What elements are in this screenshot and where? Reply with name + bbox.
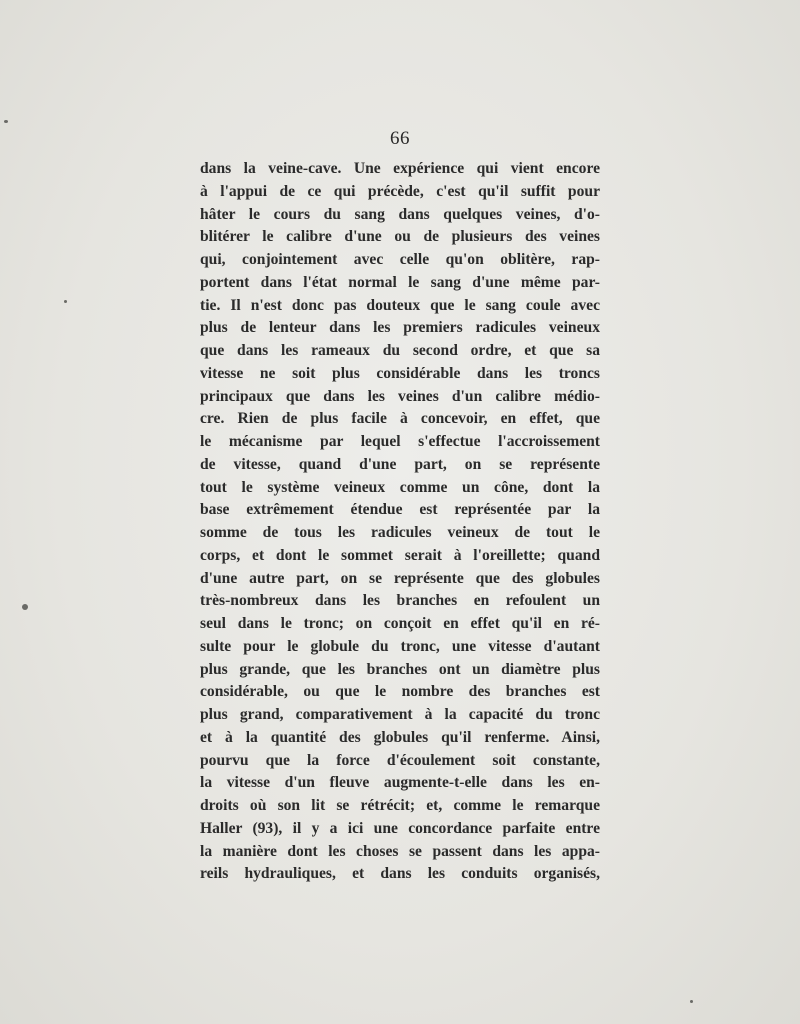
text-line: la manière dont les choses se passent dans les appa-: [200, 842, 600, 860]
page-number: 66: [390, 128, 410, 149]
text-line: plus grand, comparativement à la capacité du tronc: [200, 706, 600, 723]
text-line: d'une autre part, on se représente que des globules: [200, 569, 600, 587]
text-line: hâter le cours du sang dans quelques veines, d'o-: [200, 205, 600, 223]
paper-speck: [4, 120, 8, 123]
text-line: tout le système veineux comme un cône, dont la: [200, 478, 600, 496]
text-line: la vitesse d'un fleuve augmente-t-elle dans les en-: [200, 774, 600, 792]
text-line: cre. Rien de plus facile à concevoir, en effet, que: [200, 410, 600, 428]
text-line: très-nombreux dans les branches en refoulent un: [200, 592, 600, 610]
body-text: [200, 158, 600, 886]
text-line: droits où son lit se rétrécit; et, comme le remarque: [200, 797, 600, 814]
text-line: sulte pour le globule du tronc, une vitesse d'autant: [200, 637, 600, 655]
text-line: vitesse ne soit plus considérable dans les troncs: [200, 364, 600, 382]
text-line: le mécanisme par lequel s'effectue l'accroissement: [200, 433, 600, 450]
text-line: seul dans le tronc; on conçoit en effet qu'il en ré-: [200, 615, 600, 632]
text-line: corps, et dont le sommet serait à l'oreillette; quand: [200, 546, 600, 564]
text-line: reils hydrauliques, et dans les conduits organisés,: [200, 865, 600, 883]
text-line: à l'appui de ce qui précède, c'est qu'il suffit pour: [200, 182, 600, 200]
paper-speck: [64, 300, 67, 303]
text-line: plus grande, que les branches ont un diamètre plus: [200, 660, 600, 678]
text-line: portent dans l'état normal le sang d'une même par-: [200, 273, 600, 291]
text-line: pourvu que la force d'écoulement soit constante,: [200, 751, 600, 769]
paper-speck: [22, 604, 28, 610]
text-line: et à la quantité des globules qu'il renferme. Ainsi,: [200, 728, 600, 746]
text-line: principaux que dans les veines d'un calibre médio-: [200, 387, 600, 405]
text-line: considérable, ou que le nombre des branches est: [200, 683, 600, 701]
text-line: dans la veine-cave. Une expérience qui vient encore: [200, 160, 600, 177]
text-line: blitérer le calibre d'une ou de plusieurs des veines: [200, 228, 600, 246]
text-line: que dans les rameaux du second ordre, et que sa: [200, 342, 600, 359]
text-line: qui, conjointement avec celle qu'on oblitère, rap-: [200, 251, 600, 268]
text-line: de vitesse, quand d'une part, on se représente: [200, 455, 600, 473]
text-line: tie. Il n'est donc pas douteux que le sang coule avec: [200, 296, 600, 314]
paper-speck: [690, 1000, 693, 1003]
text-line: base extrêmement étendue est représentée par la: [200, 501, 600, 519]
text-line: plus de lenteur dans les premiers radicules veineux: [200, 319, 600, 337]
text-line: Haller (93), il y a ici une concordance parfaite entre: [200, 819, 600, 837]
text-line: somme de tous les radicules veineux de tout le: [200, 524, 600, 541]
